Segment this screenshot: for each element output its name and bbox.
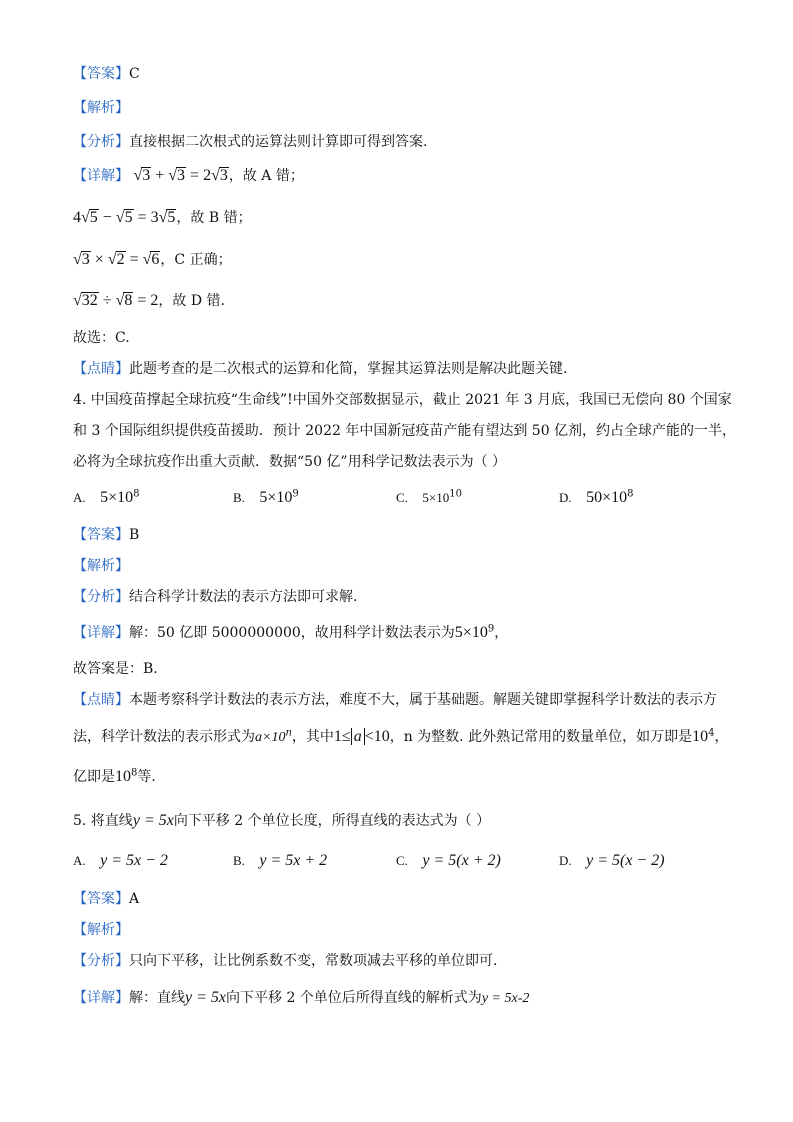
- result-a: ，故 A 错；: [228, 168, 304, 184]
- q4-option-d: D. $50\times 10^8$: [559, 488, 634, 506]
- q4-stem-line-1: 4. 中国疫苗撑起全球抗疫“生命线”!中国外交部数据显示，截止 2021 年 3 月底，我国已无偿向 80 个国家: [73, 392, 732, 408]
- q4-stem-line-2: 和 3 个国际组织提供疫苗援助．预计 2022 年中国新冠疫苗产能有望达到 50 亿剂，约占全球产能的一半，: [73, 423, 737, 439]
- q3-detail-line-b: [73, 208, 733, 228]
- answer-value: B: [129, 527, 140, 543]
- fenxi-tag: 【分析】: [73, 134, 129, 150]
- q5-option-a: A. y = 5x − 2: [73, 852, 168, 869]
- q3-comment-line: [73, 359, 733, 379]
- q5-option-d: D. y = 5(x − 2): [559, 852, 665, 869]
- detail-tag: 【详解】: [73, 625, 129, 641]
- answer-value: A: [129, 891, 140, 907]
- answer-tag: 【答案】: [73, 66, 129, 82]
- fenxi-text: 结合科学计数法的表示方法即可求解.: [129, 589, 358, 605]
- q5-option-b: B. y = 5x + 2: [233, 852, 328, 869]
- fenxi-tag: 【分析】: [73, 589, 129, 605]
- q3-detail-line-a: [73, 166, 733, 186]
- q5-answer-line: [73, 889, 733, 909]
- q4-option-a: A. $5\times 10^8$: [73, 488, 140, 506]
- comment-tag: 【点睛】: [73, 361, 129, 377]
- q4-option-c: C. $5\times 10^{10}$: [396, 488, 462, 505]
- q4-comment-line-1: [73, 690, 733, 710]
- detail-tag: 【详解】: [73, 168, 129, 184]
- fenxi-text: 直接根据二次根式的运算法则计算即可得到答案.: [129, 134, 428, 150]
- q5-option-c: C. y = 5(x + 2): [396, 852, 501, 869]
- q4-detail-line: 【详解】解：50 亿即 5000000000，故用科学计数法表示为$5\times 10^9$，: [73, 623, 509, 641]
- analysis-tag: 【解析】: [73, 100, 129, 116]
- q4-option-b: B. $5\times 10^9$: [233, 488, 299, 506]
- answer-value: C: [129, 66, 140, 82]
- q5-stem: 5. 将直线y = 5x向下平移 2 个单位长度，所得直线的表达式为（ ）: [73, 812, 491, 829]
- analysis-tag: 【解析】: [73, 922, 129, 938]
- comment-text: 此题考查的是二次根式的运算和化简，掌握其运算法则是解决此题关键.: [129, 361, 568, 377]
- q3-conclusion: 故选：C.: [73, 330, 130, 346]
- result-d: ，故 D 错.: [158, 293, 225, 309]
- q4-answer-line: [73, 525, 733, 545]
- detail-text: 解：50 亿即 5000000000，故用科学计数法表示为: [129, 625, 455, 641]
- q4-analysis-line: [73, 556, 733, 576]
- q5-analysis-line: [73, 920, 733, 940]
- q4-stem-line-3: 必将为全球抗疫作出重大贡献．数据“50 亿”用科学记数法表示为（ ）: [73, 454, 507, 470]
- detail-tag: 【详解】: [73, 990, 129, 1006]
- answer-tag: 【答案】: [73, 891, 129, 907]
- comment-tag: 【点睛】: [73, 692, 129, 708]
- q3-answer-line: [73, 64, 733, 84]
- q3-fenxi-line: [73, 132, 733, 152]
- equation-a: √3 + √3 = 2√3: [133, 167, 228, 184]
- q5-fenxi-line: [73, 951, 733, 971]
- fenxi-tag: 【分析】: [73, 953, 129, 969]
- fenxi-text: 只向下平移，让比例系数不变，常数项减去平移的单位即可.: [129, 953, 498, 969]
- q4-comment-line-3: 亿即是$10^8$等.: [73, 767, 156, 785]
- equation-c: √3 × √2 = √6: [73, 251, 160, 268]
- equation-d: √32 ÷ √8 = 2: [73, 292, 159, 309]
- q3-analysis-line: [73, 98, 733, 118]
- equation-b: 4√5 − √5 = 3√5: [73, 209, 176, 226]
- answer-tag: 【答案】: [73, 527, 129, 543]
- result-c: ，C 正确；: [160, 252, 232, 268]
- q4-comment-line-2: 法，科学计数法的表示形式为$a\times 10^n$，其中1≤ a <10，n 为整数. 此外熟记常用的数量单位，如万即是$10^4$，: [73, 727, 729, 745]
- detail-math: 5×10: [454, 624, 488, 641]
- q4-conclusion: 故答案是：B.: [73, 661, 158, 677]
- result-b: ，故 B 错；: [176, 210, 252, 226]
- comment-text-1: 本题考察科学计数法的表示方法，难度不大，属于基础题。解题关键即掌握科学计数法的表示方: [129, 692, 717, 708]
- analysis-tag: 【解析】: [73, 558, 129, 574]
- q5-detail-line: 【详解】解：直线y = 5x向下平移 2 个单位后所得直线的解析式为y = 5x-2: [73, 989, 530, 1006]
- q3-detail-line-c: [73, 250, 733, 270]
- q4-fenxi-line: [73, 587, 733, 607]
- q3-detail-line-d: [73, 291, 733, 311]
